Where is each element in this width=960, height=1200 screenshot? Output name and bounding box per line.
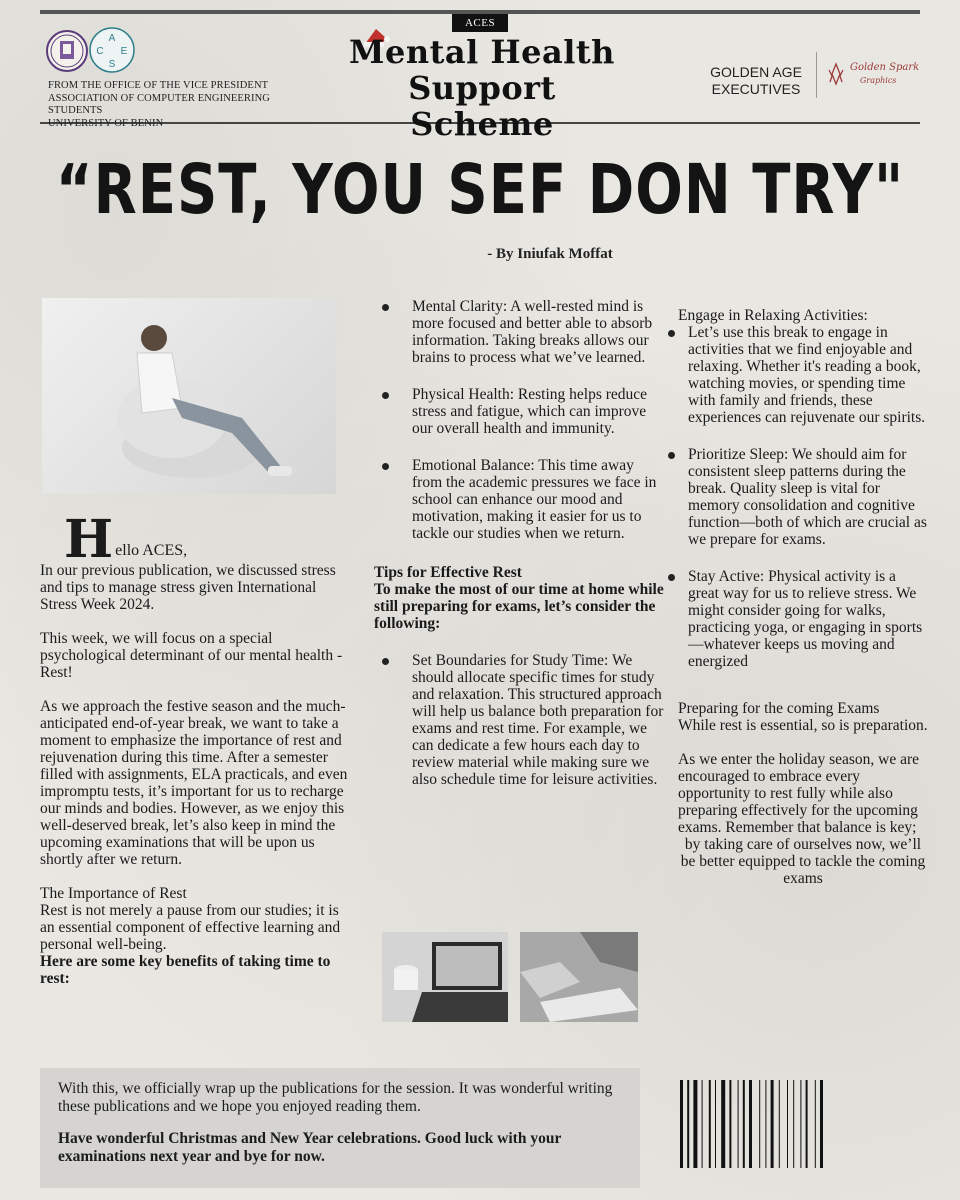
aces-diamond-logo	[88, 26, 136, 74]
active-text: Stay Active: Physical activity is a great way for us to relieve stress. We might consider going for walks, practicing yoga, or engaging in sports—whatever keeps us moving and energized	[688, 568, 923, 670]
spark-flame-icon	[826, 62, 846, 86]
column-3	[678, 307, 928, 887]
barcode-bar	[680, 1080, 683, 1168]
holiday-text-centered: by taking care of ourselves now, we’ll be better equipped to tackle the coming exams	[680, 836, 926, 887]
logo-letter-a: A	[108, 33, 116, 44]
benefit-text: Mental Clarity: A well-rested mind is more focused and better able to absorb information. Taking breaks allows our brains to process what we’ve learned.	[412, 298, 653, 366]
logo-letter-s: S	[108, 59, 116, 70]
relax-text: Let’s use this break to engage in activities that we find enjoyable and relaxing. Whether it's reading a book, watching movies, or spending time with family and friends, these experiences can rejuvenate our spirits.	[688, 324, 926, 426]
holiday-text: As we enter the holiday season, we are encouraged to embrace every opportunity to rest fully while also preparing effectively for the upcoming exams. Remember that balance is key;	[678, 751, 920, 836]
barcode-bar	[738, 1080, 739, 1168]
bullet-dot-icon	[382, 392, 389, 399]
tips-heading: Tips for Effective Rest	[374, 564, 522, 581]
column-2	[374, 298, 666, 805]
barcode-bar	[771, 1080, 774, 1168]
barcode-bar	[709, 1080, 711, 1168]
relax-heading: Engage in Relaxing Activities:	[678, 307, 868, 324]
barcode-bar	[779, 1080, 780, 1168]
barcode-bar	[787, 1080, 788, 1168]
office-of-vp	[48, 80, 308, 130]
relaxing-man-photo	[42, 298, 336, 494]
barcode-bar	[715, 1080, 716, 1168]
barcode-bar	[815, 1080, 816, 1168]
greeting-text: ello ACES,	[115, 542, 188, 559]
office-line-3: UNIVERSITY OF BENIN	[48, 117, 164, 129]
barcode-bar	[765, 1080, 766, 1168]
drop-cap: H	[64, 509, 114, 570]
barcode-bar	[743, 1080, 745, 1168]
scheme-title	[336, 34, 628, 142]
barcode-bar	[702, 1080, 703, 1168]
festive-paragraph: As we approach the festive season and the much-anticipated end-of-year break, we want to take a moment to emphasize the importance of rest and rejuvenation during this time. After a semester filled with assignments, ELA practicals, and even impromptu tests, it’s important for us to recharge our minds and bodies. However, as we enjoy this well-deserved break, let’s also keep in mind the upcoming examinations that will be upon us shortly after we return.	[40, 698, 348, 868]
closing-paragraph-2: Have wonderful Christmas and New Year celebrations. Good luck with your examinations next year and bye for now.	[58, 1130, 562, 1165]
column-1	[40, 509, 350, 987]
barcode-bar	[759, 1080, 760, 1168]
tip-study-boundaries	[374, 652, 666, 788]
benefit-text: Emotional Balance: This time away from the academic pressures we face in school can enhance our mood and motivation, making it easier for us to tackle our studies when we return.	[412, 457, 657, 542]
barcode-bar	[721, 1080, 725, 1168]
barcode-bar	[793, 1080, 794, 1168]
exams-text: While rest is essential, so is preparation.	[678, 717, 928, 734]
tip-stay-active	[668, 568, 928, 670]
office-line-2: ASSOCIATION OF COMPUTER ENGINEERING STUDENTS	[48, 92, 270, 116]
bullet-dot-icon	[668, 574, 675, 581]
article-byline: - By Iniufak Moffat	[487, 246, 613, 262]
barcode-bar	[729, 1080, 731, 1168]
scheme-title-line-1: Mental Health	[349, 33, 615, 71]
laptop-coffee-photo	[382, 932, 508, 1022]
spark-logo-line-2: Graphics	[860, 76, 897, 85]
scheme-title-line-2: Support Scheme	[408, 69, 556, 143]
executives-line-2: EXECUTIVES	[711, 81, 801, 97]
barcode-graphic	[678, 1076, 912, 1172]
bullet-dot-icon	[382, 463, 389, 470]
closing-note	[40, 1068, 640, 1188]
study-book-photo	[520, 932, 638, 1022]
logo-letter-c: C	[96, 46, 104, 57]
barcode-bar	[800, 1080, 801, 1168]
executives-line-1: GOLDEN AGE	[710, 64, 802, 80]
spark-logo-line-1: Golden Spark	[850, 62, 920, 73]
importance-heading: The Importance of Rest	[40, 885, 187, 902]
greeting-paragraph	[40, 509, 350, 570]
barcode-bar	[693, 1080, 697, 1168]
logo-letter-e: E	[120, 46, 128, 57]
closing-paragraph-1: With this, we officially wrap up the publications for the session. It was wonderful writing these publications and we hope you enjoyed reading them.	[58, 1080, 613, 1115]
importance-bold: Here are some key benefits of taking time to rest:	[40, 953, 331, 987]
article-headline: “REST, YOU SEF DON TRY"	[55, 150, 905, 230]
tip-text: Set Boundaries for Study Time: We should allocate specific times for study and relaxation. This structured approach will help us balance both preparation for exams and rest time. For example, we can dedicate a few hours each day to review material while making sure we also schedule time for leisure activities.	[412, 652, 664, 788]
barcode-bar	[820, 1080, 823, 1168]
benefit-physical-health	[374, 386, 666, 437]
focus-paragraph: This week, we will focus on a special psychological determinant of our mental health - Rest!	[40, 630, 343, 681]
benefit-emotional-balance	[374, 457, 666, 542]
bullet-dot-icon	[382, 658, 389, 665]
aces-tag: ACES	[452, 14, 508, 32]
benefit-text: Physical Health: Resting helps reduce stress and fatigue, which can improve our overall health and immunity.	[412, 386, 648, 437]
golden-spark-logo	[826, 56, 922, 96]
tips-intro: To make the most of our time at home while still preparing for exams, let’s consider the following:	[374, 581, 664, 632]
exams-heading: Preparing for the coming Exams	[678, 700, 880, 717]
golden-age-executives	[700, 64, 812, 98]
office-line-1: FROM THE OFFICE OF THE VICE PRESIDENT	[48, 80, 269, 91]
sleep-text: Prioritize Sleep: We should aim for consistent sleep patterns during the break. Quality sleep is vital for memory consolidation and cognitive function—both of which are crucial as we prepare for exams.	[688, 446, 927, 548]
importance-text: Rest is not merely a pause from our studies; it is an essential component of effective learning and personal well-being.	[40, 902, 341, 953]
bullet-dot-icon	[668, 330, 675, 337]
intro-paragraph: In our previous publication, we discussed stress and tips to manage stress given International Stress Week 2024.	[40, 562, 336, 613]
barcode-bar	[749, 1080, 752, 1168]
tip-prioritize-sleep	[668, 446, 928, 548]
barcode-bar	[687, 1080, 689, 1168]
university-seal-logo	[46, 30, 88, 72]
bullet-dot-icon	[668, 452, 675, 459]
tip-relaxing-activities	[668, 324, 928, 426]
barcode-bar	[806, 1080, 808, 1168]
header-divider	[816, 52, 817, 98]
bullet-dot-icon	[382, 304, 389, 311]
benefit-mental-clarity	[374, 298, 666, 366]
